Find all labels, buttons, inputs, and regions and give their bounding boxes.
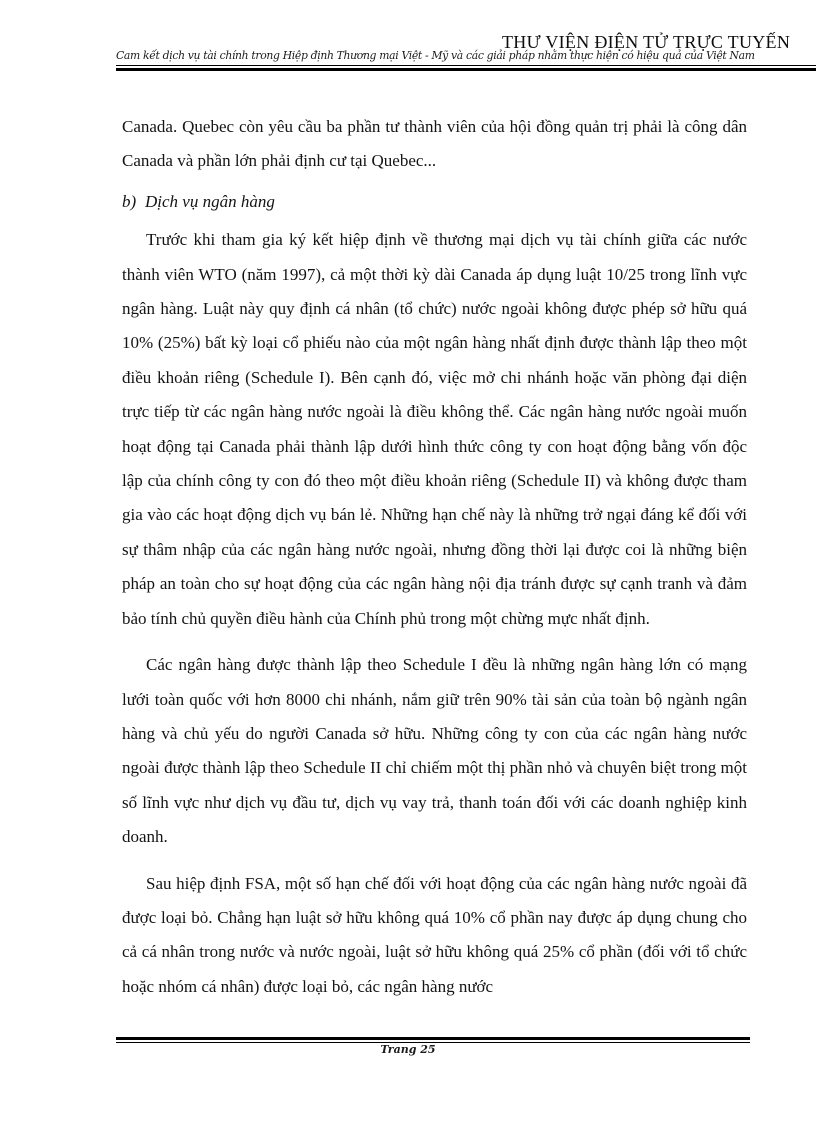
section-title: Dịch vụ ngân hàng <box>145 191 275 211</box>
section-marker: b) <box>122 191 137 211</box>
running-header-title: Cam kết dịch vụ tài chính trong Hiệp định Thương mại Việt - Mỹ và các giải pháp nhằm thực hiện có hiệu quả của Việt Nam <box>116 48 755 62</box>
page-number: Trang 25 <box>380 1043 436 1056</box>
watermark-text: THƯ VIỆN ĐIỆN TỬ TRỰC TUYẾN <box>502 32 791 52</box>
footer-rule-thick <box>116 1037 750 1040</box>
section-heading <box>122 179 747 223</box>
header-rule-thick <box>116 68 816 71</box>
paragraph: Trước khi tham gia ký kết hiệp định về thương mại dịch vụ tài chính giữa các nước thành viên WTO (năm 1997), cả một thời kỳ dài Canada áp dụng luật 10/25 trong lĩnh vực ngân hàng. Luật này quy định cá nhân (tổ chức) nước ngoài không được phép sở hữu quá 10% (25%) bất kỳ loại cổ phiếu nào của một ngân hàng nhất định được thành lập theo một điều khoản riêng (Schedule I). Bên cạnh đó, việc mở chi nhánh hoặc văn phòng đại diện trực tiếp từ các ngân hàng nước ngoài là điều không thể. Các ngân hàng nước ngoài muốn hoạt động tại Canada phải thành lập dưới hình thức công ty con hoạt động bằng vốn độc lập của chính công ty con đó theo một điều khoản riêng (Schedule II) và không được tham gia vào các hoạt động dịch vụ bán lẻ. Những hạn chế này là những trở ngại đáng kể đối với sự thâm nhập của các ngân hàng nước ngoài, nhưng đồng thời lại được coi là những biện pháp an toàn cho sự hoạt động của các ngân hàng nội địa tránh được sự cạnh tranh và đảm bảo tính chủ quyền điều hành của Chính phủ trong một chừng mực nhất định. <box>122 230 747 628</box>
paragraph: Sau hiệp định FSA, một số hạn chế đối với hoạt động của các ngân hàng nước ngoài đã được loại bỏ. Chẳng hạn luật sở hữu không quá 10% cổ phần nay được áp dụng chung cho cả cá nhân trong nước và nước ngoài, luật sở hữu không quá 25% cổ phần (đối với tổ chức hoặc nhóm cá nhân) được loại bỏ, các ngân hàng nước <box>122 873 747 996</box>
paragraph: Các ngân hàng được thành lập theo Schedule I đều là những ngân hàng lớn có mạng lưới toàn quốc với hơn 8000 chi nhánh, nắm giữ trên 90% tài sản của toàn bộ ngành ngân hàng và chủ yếu do người Canada sở hữu. Những công ty con của các ngân hàng nước ngoài được thành lập theo Schedule II chỉ chiếm một thị phần nhỏ và chuyên biệt trong một số lĩnh vực như dịch vụ đầu tư, dịch vụ vay trả, thanh toán đối với các doanh nghiệp kinh doanh. <box>122 655 747 847</box>
paragraph-continued: Canada. Quebec còn yêu cầu ba phần tư thành viên của hội đồng quản trị phải là công dân Canada và phần lớn phải định cư tại Quebec... <box>122 117 747 171</box>
page-footer <box>0 1037 816 1077</box>
page-body <box>122 110 747 1004</box>
header-rule-thin <box>116 65 816 66</box>
